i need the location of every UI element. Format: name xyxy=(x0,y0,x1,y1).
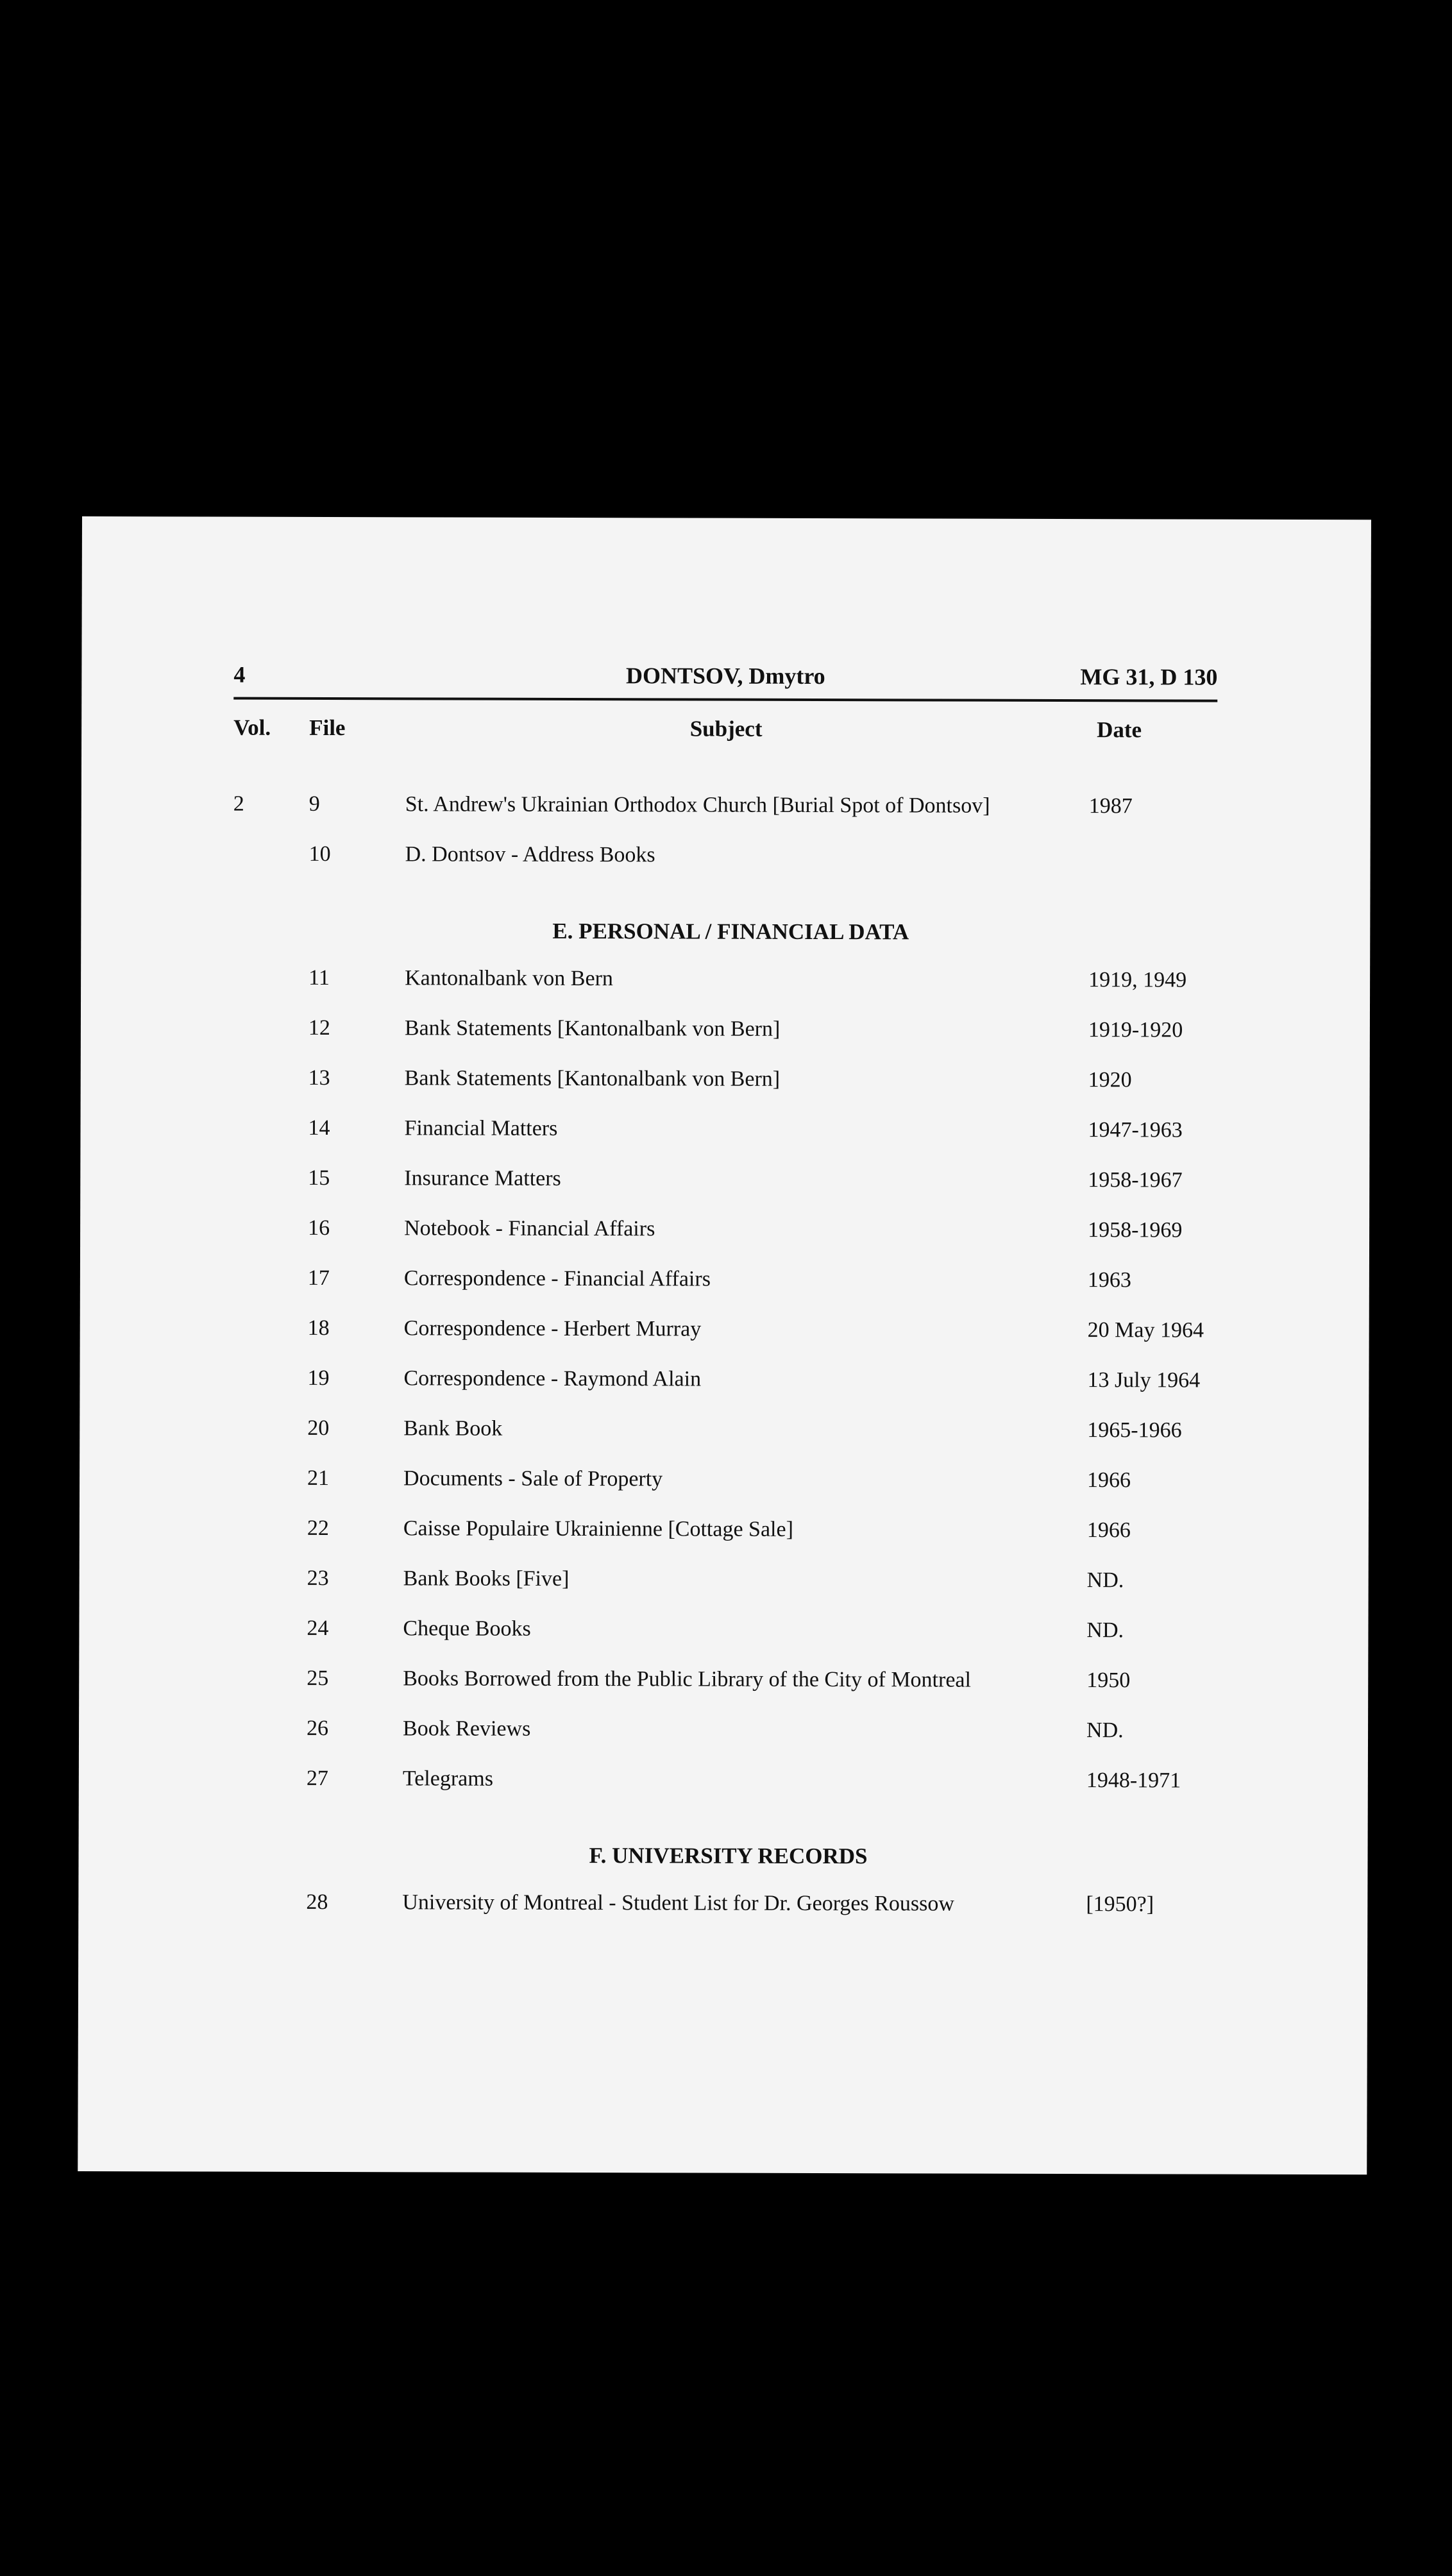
row-file: 25 xyxy=(307,1666,329,1691)
row-subject: Bank Book xyxy=(403,1416,503,1441)
row-subject: Caisse Populaire Ukrainienne [Cottage Sale] xyxy=(403,1516,793,1541)
table-row xyxy=(232,1166,1216,1219)
table-row xyxy=(232,1416,1215,1469)
row-file: 19 xyxy=(307,1366,330,1391)
row-date: 1920 xyxy=(1088,1068,1132,1092)
table-row xyxy=(232,1516,1215,1569)
row-date: [1950?] xyxy=(1086,1892,1154,1917)
row-subject: St. Andrew's Ukrainian Orthodox Church [Burial Spot of Dontsov] xyxy=(405,792,990,818)
row-subject: Financial Matters xyxy=(404,1116,558,1140)
row-date: 1963 xyxy=(1087,1268,1131,1292)
row-date: ND. xyxy=(1086,1568,1124,1593)
table-row xyxy=(232,1366,1215,1419)
row-file: 26 xyxy=(307,1716,329,1741)
row-file: 24 xyxy=(307,1616,329,1641)
row-date: 1958-1967 xyxy=(1088,1168,1183,1192)
row-file: 22 xyxy=(307,1516,329,1541)
table-row xyxy=(231,1767,1215,1819)
section-heading-university-records: F. UNIVERSITY RECORDS xyxy=(589,1843,868,1869)
page-content xyxy=(230,661,1217,1943)
row-date: 1965-1966 xyxy=(1087,1418,1182,1443)
row-file: 14 xyxy=(308,1115,330,1140)
row-file: 11 xyxy=(308,965,330,990)
row-file: 9 xyxy=(308,792,320,816)
row-date: 1966 xyxy=(1086,1518,1131,1543)
header-reference: MG 31, D 130 xyxy=(1080,664,1218,690)
row-date: 1948-1971 xyxy=(1086,1768,1181,1793)
row-subject: Bank Books [Five] xyxy=(403,1566,570,1591)
row-date: 1987 xyxy=(1088,794,1133,818)
table-row xyxy=(232,1116,1216,1169)
row-file: 23 xyxy=(307,1566,329,1591)
column-headers xyxy=(233,715,1217,756)
section-f-rows xyxy=(230,1890,1214,1943)
page-number: 4 xyxy=(233,661,246,688)
header-rule xyxy=(233,697,1217,702)
row-subject: Kantonalbank von Bern xyxy=(405,966,613,991)
row-date: 1947-1963 xyxy=(1088,1118,1183,1142)
row-date: ND. xyxy=(1086,1718,1124,1743)
column-header-file: File xyxy=(309,715,346,741)
table-row xyxy=(232,1316,1216,1369)
row-subject: Correspondence - Raymond Alain xyxy=(403,1366,702,1391)
row-file: 28 xyxy=(306,1890,328,1915)
row-subject: University of Montreal - Student List for Dr. Georges Roussow xyxy=(402,1890,954,1916)
table-row xyxy=(233,966,1217,1019)
table-row xyxy=(230,1890,1214,1943)
table-row xyxy=(233,792,1217,845)
row-subject: Books Borrowed from the Public Library of the City of Montreal xyxy=(403,1666,972,1692)
row-file: 16 xyxy=(308,1216,330,1241)
row-subject: Book Reviews xyxy=(403,1716,531,1741)
row-file: 17 xyxy=(307,1266,330,1291)
table-row xyxy=(231,1716,1215,1769)
running-header xyxy=(233,661,1217,696)
section-heading-personal-financial: E. PERSONAL / FINANCIAL DATA xyxy=(552,918,909,945)
row-subject: Cheque Books xyxy=(403,1616,531,1641)
row-date: 1950 xyxy=(1086,1668,1131,1693)
column-header-date: Date xyxy=(1097,717,1142,743)
table-row xyxy=(232,1566,1215,1619)
row-vol: 2 xyxy=(233,792,244,816)
table-row xyxy=(231,1616,1215,1669)
row-subject: Telegrams xyxy=(402,1767,494,1791)
row-file: 21 xyxy=(307,1466,330,1491)
column-header-subject: Subject xyxy=(689,716,763,741)
table-row xyxy=(233,1016,1217,1069)
table-row xyxy=(232,1216,1216,1269)
header-title: DONTSOV, Dmytro xyxy=(625,663,825,690)
row-date: 1919, 1949 xyxy=(1088,968,1187,992)
row-date: 20 May 1964 xyxy=(1087,1318,1204,1343)
section-e-rows xyxy=(231,966,1217,1819)
table-row xyxy=(232,1466,1215,1519)
row-file: 12 xyxy=(308,1015,330,1040)
row-file: 13 xyxy=(308,1065,330,1090)
listing-start xyxy=(233,792,1217,895)
row-file: 15 xyxy=(308,1165,330,1191)
row-subject: Documents - Sale of Property xyxy=(403,1466,663,1491)
row-date: 1919-1920 xyxy=(1088,1018,1183,1042)
document-page xyxy=(78,516,1371,2174)
row-file: 10 xyxy=(308,842,331,867)
table-row xyxy=(231,1666,1215,1719)
row-file: 18 xyxy=(307,1316,330,1341)
row-subject: Insurance Matters xyxy=(404,1166,561,1191)
row-file: 27 xyxy=(306,1766,328,1791)
row-date: 13 July 1964 xyxy=(1087,1368,1201,1393)
table-row xyxy=(233,842,1217,895)
table-row xyxy=(232,1266,1216,1319)
table-row xyxy=(233,1066,1217,1119)
row-subject: Bank Statements [Kantonalbank von Bern] xyxy=(404,1016,781,1041)
row-date: ND. xyxy=(1086,1618,1124,1643)
row-subject: Correspondence - Herbert Murray xyxy=(403,1316,702,1341)
row-date: 1966 xyxy=(1087,1468,1131,1493)
row-subject: D. Dontsov - Address Books xyxy=(405,842,655,867)
row-subject: Bank Statements [Kantonalbank von Bern] xyxy=(404,1066,781,1091)
row-subject: Correspondence - Financial Affairs xyxy=(403,1266,711,1291)
row-subject: Notebook - Financial Affairs xyxy=(404,1216,655,1241)
row-date: 1958-1969 xyxy=(1088,1218,1183,1242)
column-header-vol: Vol. xyxy=(233,715,271,740)
row-file: 20 xyxy=(307,1416,330,1441)
